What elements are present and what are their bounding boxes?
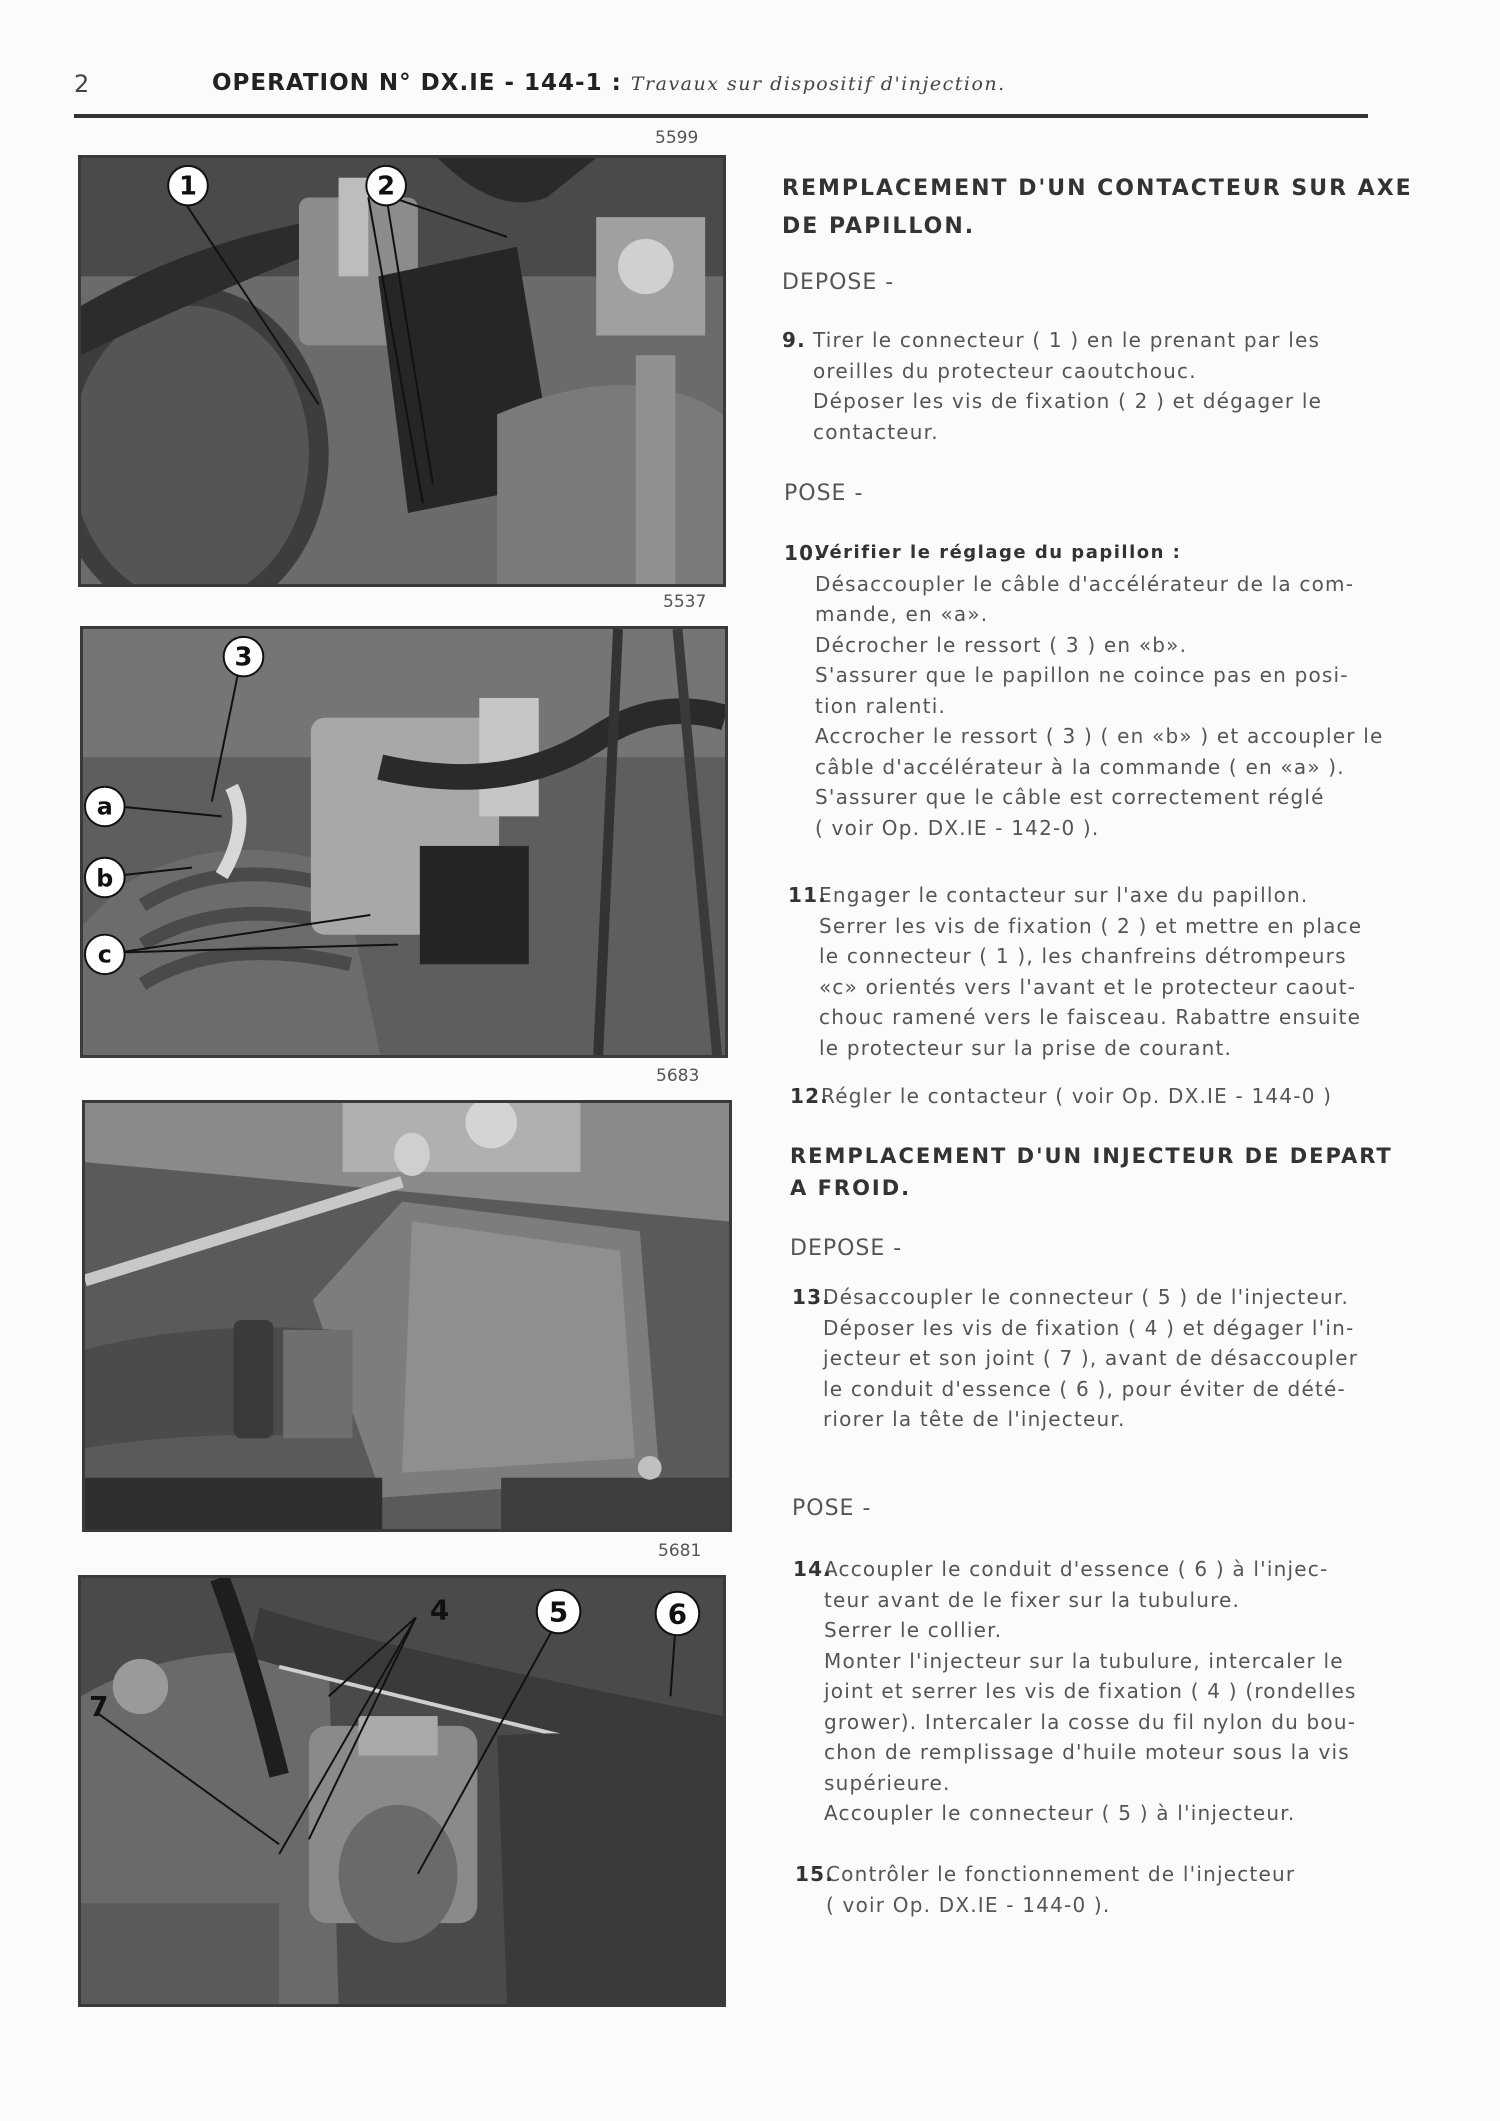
section-1-title-line-2: DE PAPILLON.: [782, 214, 976, 239]
section-1-pose: POSE -: [784, 481, 864, 506]
step-10-line-2: mande, en «a».: [815, 602, 989, 626]
photo-2-illustration: [83, 629, 725, 1055]
callout-7: 7: [89, 1690, 109, 1724]
step-13: [792, 1282, 1358, 1435]
step-11: [788, 880, 1362, 1063]
step-15-number: 15.: [795, 1862, 835, 1886]
step-14-line-9: Accoupler le connecteur ( 5 ) à l'injecteur.: [824, 1801, 1296, 1825]
section-1-title: [782, 170, 1413, 246]
step-11-line-5: chouc ramené vers le faisceau. Rabattre ensuite: [819, 1005, 1362, 1029]
step-12: [790, 1081, 1332, 1112]
photo-cold-start-injector: [78, 1575, 726, 2007]
step-11-line-3: le connecteur ( 1 ), les chanfreins détrompeurs: [819, 944, 1347, 968]
step-14-line-4: Monter l'injecteur sur la tubulure, intercaler le: [824, 1648, 1344, 1673]
step-11-line-4: «c» orientés vers l'avant et le protecteur caout-: [819, 974, 1357, 999]
photo-ref-5681: 5681: [658, 1541, 702, 1561]
step-10-number: 10.: [784, 541, 824, 565]
operation-title: [212, 70, 1006, 96]
step-10-line-5: tion ralenti.: [815, 693, 947, 718]
step-11-line-2: Serrer les vis de fixation ( 2 ) et mettre en place: [819, 913, 1363, 938]
callout-a: a: [96, 792, 113, 821]
section-1-depose: DEPOSE -: [782, 270, 895, 295]
callout-3: 3: [234, 642, 253, 673]
step-10: [784, 538, 1384, 843]
step-10-line-8: S'assurer que le câble est correctement réglé: [815, 785, 1325, 809]
step-10-line-1: Désaccoupler le câble d'accélérateur de la com-: [815, 571, 1355, 596]
step-13-line-4: le conduit d'essence ( 6 ), pour éviter de dété-: [823, 1376, 1346, 1401]
step-13-line-3: jecteur et son joint ( 7 ), avant de désaccoupler: [823, 1346, 1359, 1370]
section-2-title-line-2: A FROID.: [790, 1176, 912, 1200]
section-2-title: [790, 1140, 1393, 1204]
step-15-line-1: Contrôler le fonctionnement de l'injecteur: [826, 1862, 1296, 1886]
step-10-line-4: S'assurer que le papillon ne coince pas en posi-: [815, 663, 1349, 687]
step-13-line-5: riorer la tête de l'injecteur.: [823, 1407, 1126, 1431]
step-10-line-9: ( voir Op. DX.IE - 142-0 ).: [815, 815, 1100, 840]
step-9: [782, 325, 1322, 447]
step-9-number: 9.: [782, 328, 806, 352]
step-14-line-5: joint et serrer les vis de fixation ( 4 ) (rondelles: [824, 1679, 1357, 1703]
section-2-depose: DEPOSE -: [790, 1236, 903, 1261]
photo-ref-5683: 5683: [656, 1066, 700, 1086]
page-number: 2: [74, 70, 90, 98]
header-rule: [74, 114, 1368, 118]
photo-ref-5599: 5599: [655, 128, 699, 148]
operation-code: OPERATION N° DX.IE - 144-1 :: [212, 70, 622, 96]
step-12-line-1: Régler le contacteur ( voir Op. DX.IE - 144-0 ): [821, 1084, 1333, 1108]
step-14-line-8: supérieure.: [824, 1770, 951, 1795]
step-10-line-6: Accrocher le ressort ( 3 ) ( en «b» ) et accoupler le: [815, 724, 1384, 748]
photo-4-illustration: [81, 1578, 723, 2004]
step-13-number: 13.: [792, 1285, 832, 1309]
step-10-heading: Vérifier le réglage du papillon :: [815, 542, 1182, 563]
page-header: [70, 66, 1370, 106]
step-13-line-1: Désaccoupler le connecteur ( 5 ) de l'injecteur.: [823, 1285, 1349, 1309]
photo-throttle-contactor: [78, 155, 726, 587]
section-2-pose: POSE -: [792, 1496, 872, 1521]
step-11-number: 11.: [788, 883, 828, 907]
photo-3-illustration: [85, 1103, 729, 1529]
step-11-line-1: Engager le contacteur sur l'axe du papillon.: [819, 883, 1309, 907]
photo-throttle-spring: [80, 626, 728, 1058]
step-14-number: 14.: [793, 1557, 833, 1581]
photo-ref-5537: 5537: [663, 592, 707, 612]
callout-1: 1: [179, 171, 197, 202]
callout-b: b: [96, 864, 114, 893]
step-14: [793, 1554, 1357, 1829]
section-2-title-line-1: REMPLACEMENT D'UN INJECTEUR DE DEPART: [790, 1144, 1393, 1168]
step-15-line-2: ( voir Op. DX.IE - 144-0 ).: [826, 1892, 1111, 1917]
step-9-line-4: contacteur.: [813, 419, 939, 444]
operation-subtitle: Travaux sur dispositif d'injection.: [630, 73, 1006, 95]
step-11-line-6: le protecteur sur la prise de courant.: [819, 1035, 1233, 1060]
step-14-line-3: Serrer le collier.: [824, 1618, 1003, 1642]
callout-c: c: [97, 940, 112, 969]
step-14-line-6: grower). Intercaler la cosse du fil nylon du bou-: [824, 1709, 1357, 1734]
step-14-line-1: Accoupler le conduit d'essence ( 6 ) à l'injec-: [824, 1557, 1329, 1581]
callout-5: 5: [548, 1595, 569, 1629]
step-10-line-7: câble d'accélérateur à la commande ( en «a» ).: [815, 754, 1345, 779]
step-13-line-2: Déposer les vis de fixation ( 4 ) et dégager l'in-: [823, 1315, 1355, 1340]
photo-1-illustration: [81, 158, 723, 584]
step-14-line-2: teur avant de le fixer sur la tubulure.: [824, 1587, 1241, 1612]
callout-4: 4: [430, 1593, 450, 1627]
callout-6: 6: [667, 1597, 688, 1631]
photo-contactor-closeup: [82, 1100, 732, 1532]
callout-2: 2: [377, 171, 396, 202]
step-9-line-1: Tirer le connecteur ( 1 ) en le prenant par les: [813, 328, 1321, 352]
step-12-number: 12.: [790, 1084, 830, 1108]
step-14-line-7: chon de remplissage d'huile moteur sous la vis: [824, 1740, 1350, 1764]
section-1-title-line-1: REMPLACEMENT D'UN CONTACTEUR SUR AXE: [782, 176, 1413, 201]
step-9-line-3: Déposer les vis de fixation ( 2 ) et dégager le: [813, 389, 1323, 413]
step-15: [795, 1859, 1295, 1920]
step-10-line-3: Décrocher le ressort ( 3 ) en «b».: [815, 632, 1188, 657]
step-9-line-2: oreilles du protecteur caoutchouc.: [813, 358, 1197, 383]
